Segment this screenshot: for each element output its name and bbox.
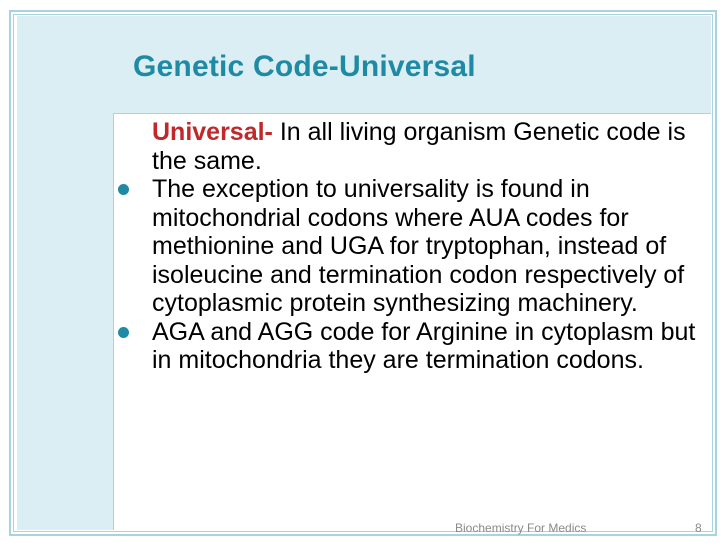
paragraph-text: In all living organism Genetic code is the same.: [152, 118, 686, 175]
bullet-item-exception: [112, 175, 712, 318]
paragraph-text: The exception to universality is found in mitochondrial codons where AUA codes for methionine and UGA for tryptophan, instead of isoleucine and termination codon respectively of cytoplasmic protein synthesizing machinery.: [152, 175, 685, 317]
bullet-icon: [118, 327, 129, 338]
slide-body: [112, 118, 712, 375]
bullet-icon: [118, 184, 129, 195]
slide-title: Genetic Code-Universal: [133, 50, 476, 83]
paragraph-universal: [112, 118, 712, 175]
footer-label: Biochemistry For Medics: [455, 521, 587, 535]
keyword-universal: Universal-: [152, 118, 273, 146]
bullet-item-arginine: [112, 318, 712, 375]
paragraph-text: AGA and AGG code for Arginine in cytoplasm but in mitochondria they are termination codons.: [152, 317, 696, 374]
page-number: 8: [695, 521, 702, 535]
